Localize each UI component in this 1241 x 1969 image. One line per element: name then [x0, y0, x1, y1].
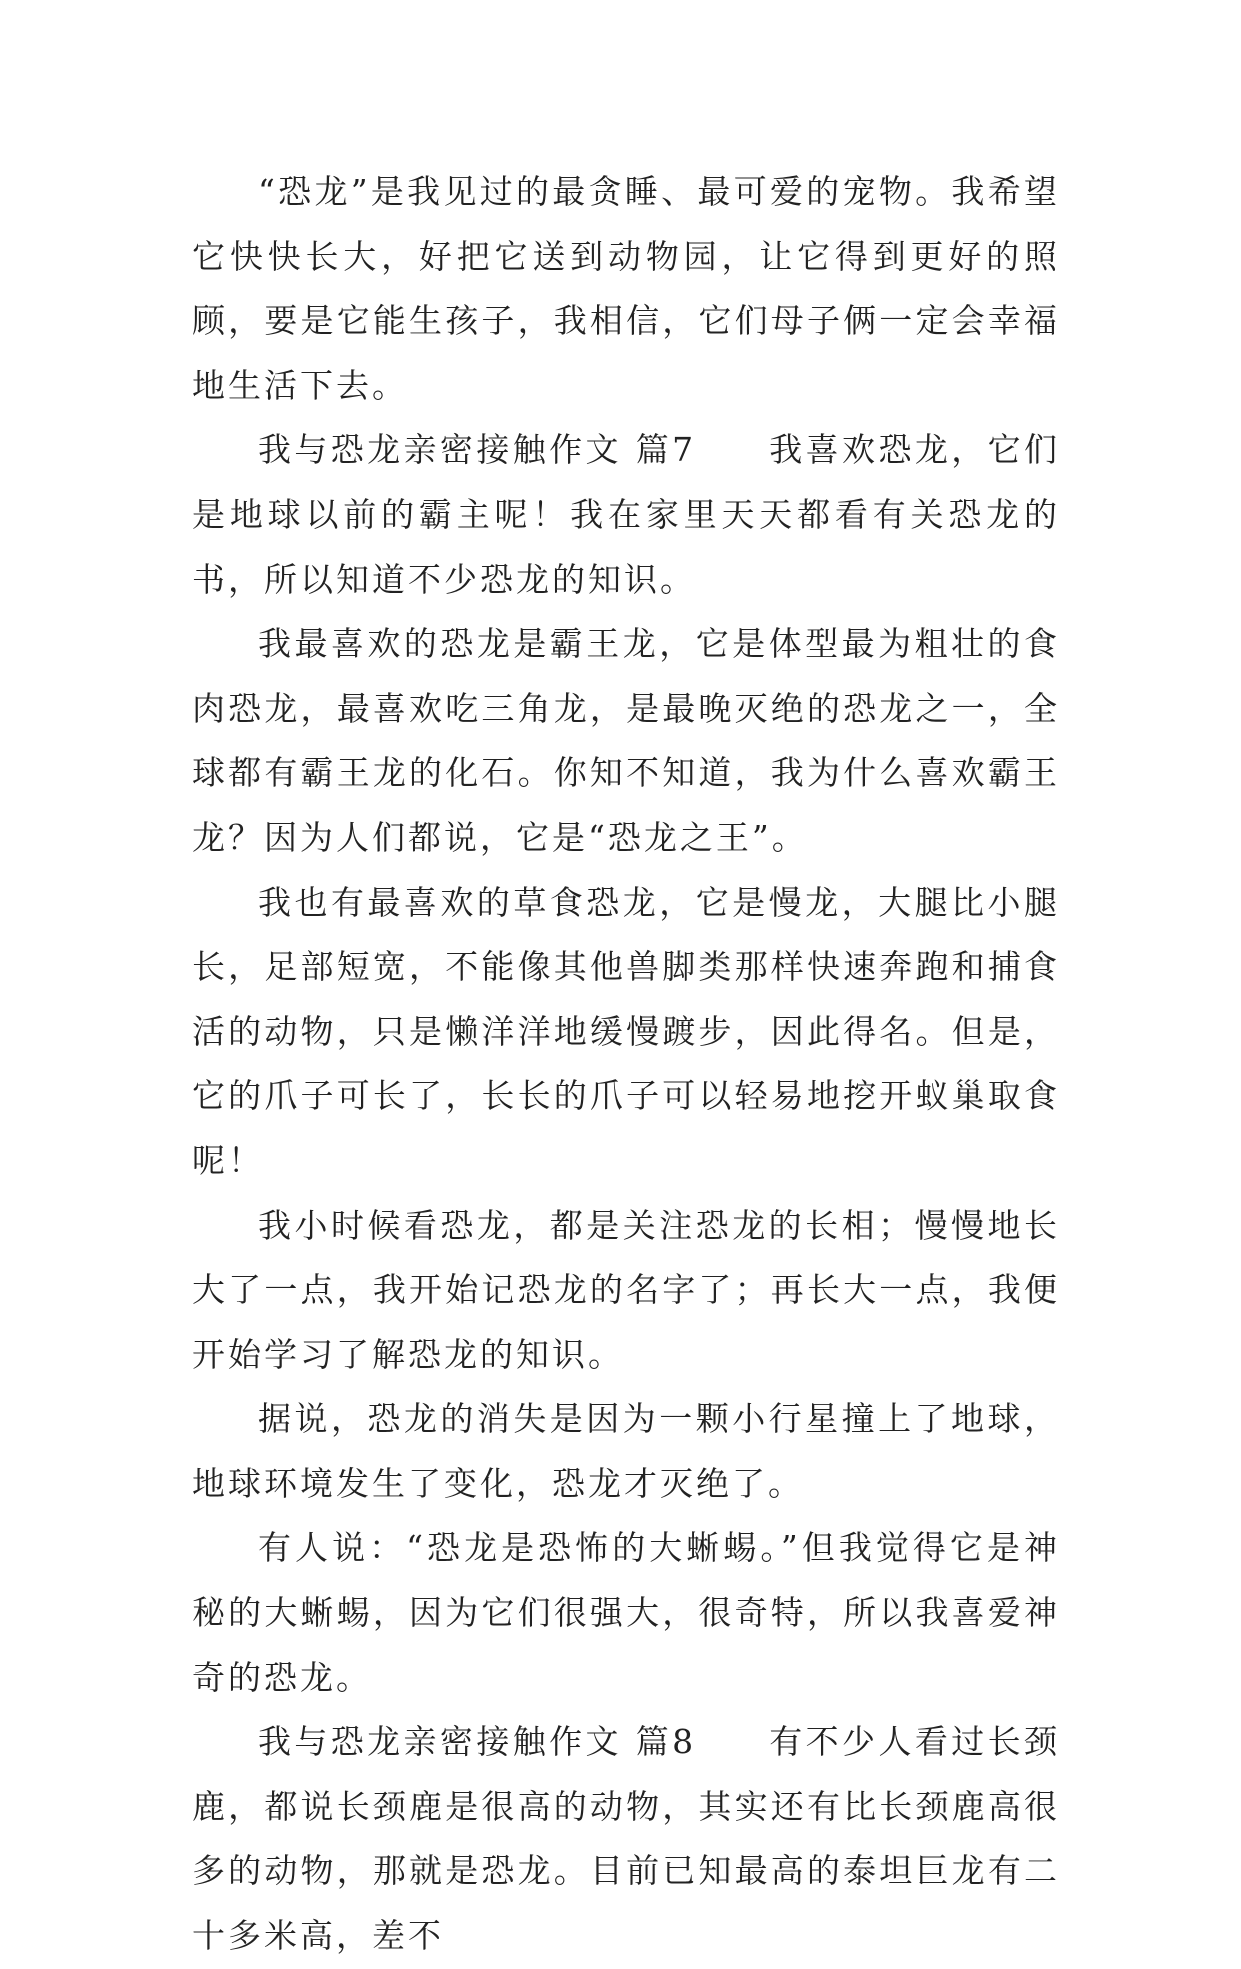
paragraph-1: “恐龙”是我见过的最贪睡、最可爱的宠物。我希望它快快长大，好把它送到动物园，让它得到更好的照顾，要是它能生孩子，我相信，它们母子俩一定会幸福地生活下去。: [192, 172, 1060, 405]
paragraph-2: 我与恐龙亲密接触作文 篇7 我喜欢恐龙，它们是地球以前的霸主呢！我在家里天天都看有关恐龙的书，所以知道不少恐龙的知识。: [192, 430, 1060, 599]
paragraph-6: 据说，恐龙的消失是因为一颗小行星撞上了地球，地球环境发生了变化，恐龙才灭绝了。: [192, 1399, 1060, 1503]
paragraph-5: 我小时候看恐龙，都是关注恐龙的长相；慢慢地长大了一点，我开始记恐龙的名字了；再长大一点，我便开始学习了解恐龙的知识。: [192, 1205, 1060, 1374]
paragraph-7: 有人说：“恐龙是恐怖的大蜥蜴。”但我觉得它是神秘的大蜥蜴，因为它们很强大，很奇特，所以我喜爱神奇的恐龙。: [192, 1528, 1060, 1697]
paragraph-3: 我最喜欢的恐龙是霸王龙，它是体型最为粗壮的食肉恐龙，最喜欢吃三角龙，是最晚灭绝的恐龙之一，全球都有霸王龙的化石。你知不知道，我为什么喜欢霸王龙？因为人们都说，它是“恐龙之王”。: [192, 624, 1060, 857]
paragraph-4: 我也有最喜欢的草食恐龙，它是慢龙，大腿比小腿长，足部短宽，不能像其他兽脚类那样快速奔跑和捕食活的动物，只是懒洋洋地缓慢踱步，因此得名。但是，它的爪子可长了，长长的爪子可以轻易地挖开蚁巢取食呢！: [192, 882, 1060, 1180]
essay-body: [192, 160, 1060, 1969]
paragraph-8: 我与恐龙亲密接触作文 篇8 有不少人看过长颈鹿，都说长颈鹿是很高的动物，其实还有比长颈鹿高很多的动物，那就是恐龙。目前已知最高的泰坦巨龙有二十多米高，差不: [192, 1722, 1060, 1956]
